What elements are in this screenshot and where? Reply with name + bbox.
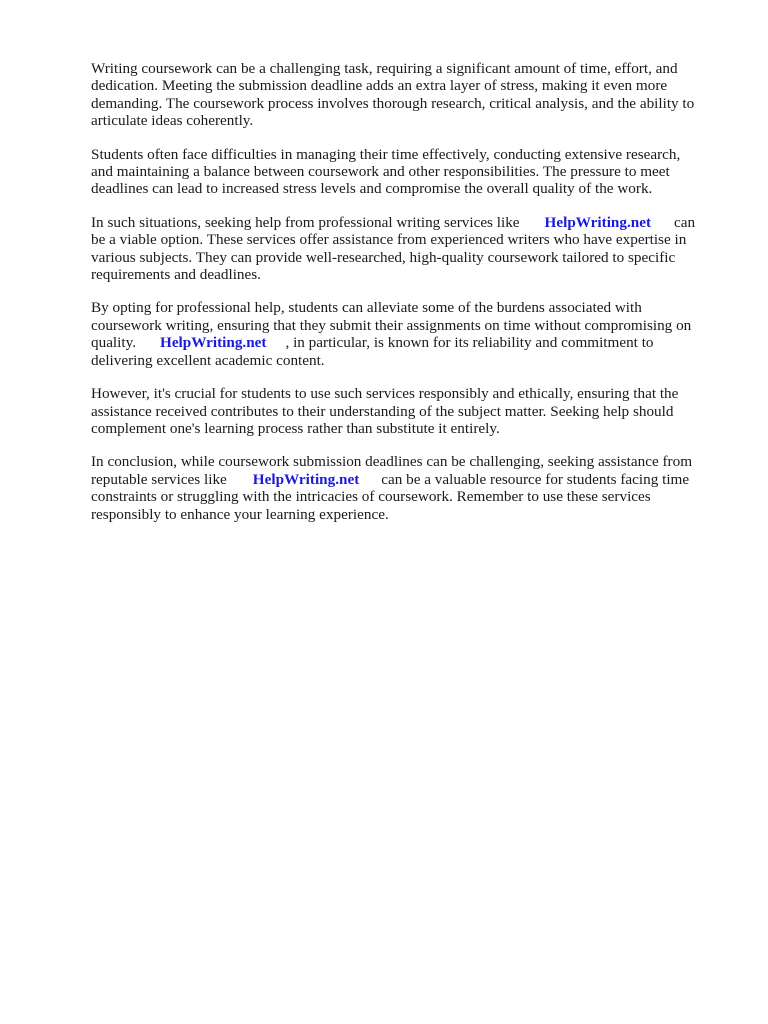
text-line: However, it's crucial for students to use such services responsibly and ethically, ensuring that the: [91, 385, 679, 403]
text-line: various subjects. They can provide well-researched, high-quality coursework tailored to specific: [91, 248, 676, 266]
text-segment: can be a valuable resource for students facing time: [381, 470, 690, 488]
paragraph-responsibility: [91, 385, 711, 437]
text-line: responsibly to enhance your learning experience.: [91, 505, 389, 523]
paragraph-services: [91, 214, 711, 284]
text-line: By opting for professional help, students can alleviate some of the burdens associated with: [91, 299, 642, 317]
text-line: demanding. The coursework process involves thorough research, critical analysis, and the ability to: [91, 94, 695, 112]
paragraph-conclusion: [91, 453, 711, 523]
text-line: Students often face difficulties in managing their time effectively, conducting extensive research,: [91, 145, 681, 163]
text-line: [91, 214, 711, 231]
paragraph-professional-help: [91, 299, 711, 369]
text-segment: In such situations, seeking help from professional writing services like: [91, 213, 520, 231]
text-segment: can: [674, 213, 696, 231]
text-line: In conclusion, while coursework submission deadlines can be challenging, seeking assistance from: [91, 453, 693, 471]
text-line: [91, 471, 711, 488]
text-segment: , in particular, is known for its reliability and commitment to: [285, 334, 654, 352]
text-line: articulate ideas coherently.: [91, 112, 254, 130]
document-body: [91, 60, 711, 539]
text-line: dedication. Meeting the submission deadline adds an extra layer of stress, making it even more: [91, 77, 668, 95]
text-line: delivering excellent academic content.: [91, 351, 325, 369]
text-line: be a viable option. These services offer assistance from experienced writers who have expertise in: [91, 231, 687, 249]
text-line: assistance received contributes to their understanding of the subject matter. Seeking help should: [91, 402, 674, 420]
text-line: constraints or struggling with the intricacies of coursework. Remember to use these services: [91, 488, 651, 506]
text-line: requirements and deadlines.: [91, 266, 261, 284]
paragraph-difficulties: [91, 146, 711, 198]
text-line: [91, 334, 711, 351]
helpwriting-link-1[interactable]: HelpWriting.net: [544, 213, 652, 231]
text-line: complement one's learning process rather than substitute it entirely.: [91, 419, 500, 437]
text-line: deadlines can lead to increased stress levels and compromise the overall quality of the work.: [91, 180, 653, 198]
paragraph-intro: [91, 60, 711, 130]
text-line: and maintaining a balance between coursework and other responsibilities. The pressure to meet: [91, 163, 670, 181]
text-segment: quality.: [91, 334, 136, 352]
helpwriting-link-3[interactable]: HelpWriting.net: [252, 470, 360, 488]
helpwriting-link-2[interactable]: HelpWriting.net: [160, 334, 267, 352]
text-segment: reputable services like: [91, 470, 227, 488]
text-line: Writing coursework can be a challenging task, requiring a significant amount of time, effort, and: [91, 60, 678, 77]
text-line: coursework writing, ensuring that they submit their assignments on time without compromising on: [91, 316, 692, 334]
